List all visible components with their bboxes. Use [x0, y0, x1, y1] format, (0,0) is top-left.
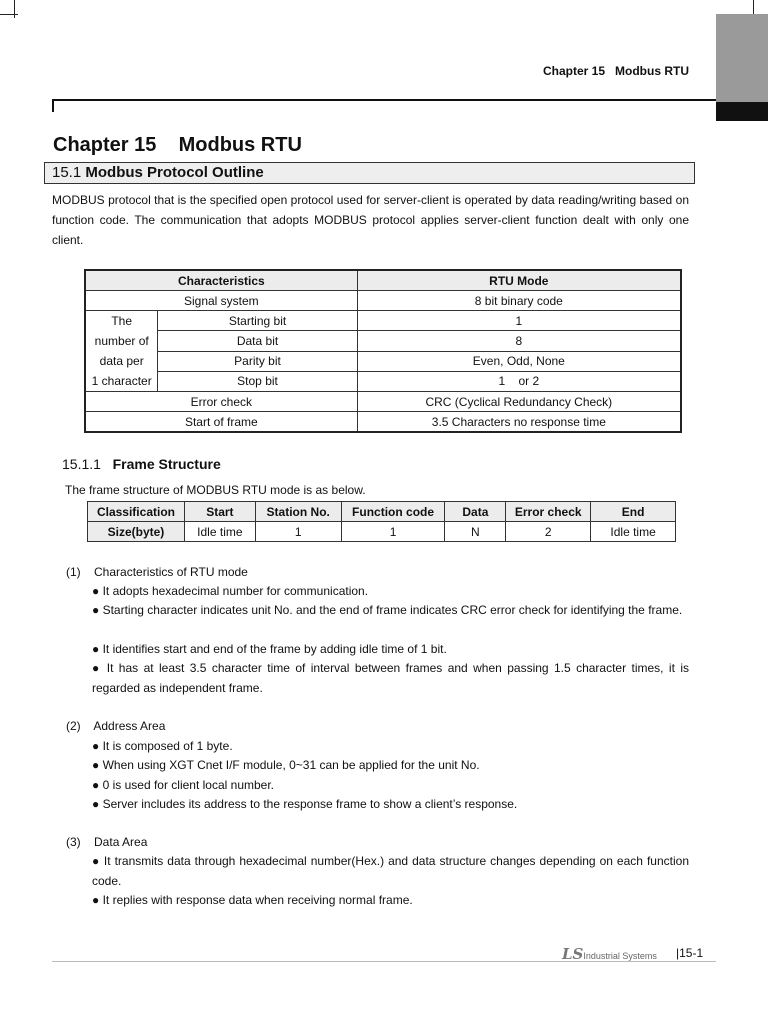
list-item: ● 0 is used for client local number. — [92, 778, 275, 792]
table-row — [85, 311, 681, 331]
list-title: Data Area — [94, 835, 148, 849]
chapter-tab-marker — [716, 14, 768, 102]
chapter-title: Chapter 15 Modbus RTU — [53, 134, 302, 156]
logo-mark: LS — [562, 945, 584, 963]
chapter-tab-marker-dark — [716, 102, 768, 121]
list-number: (3) — [66, 835, 81, 849]
list-item: ● Server includes its address to the response frame to show a client’s response. — [92, 797, 518, 811]
table-cell: N — [445, 522, 506, 542]
list-heading — [66, 719, 165, 733]
table-cell: 1 — [341, 522, 445, 542]
table-cell: Start of frame — [85, 412, 357, 433]
table-cell: 1 — [255, 522, 341, 542]
list-item: ● It replies with response data when receiving normal frame. — [92, 893, 413, 907]
table-cell: 8 — [357, 331, 681, 351]
table-header-row — [88, 502, 676, 522]
table-header-row — [85, 270, 681, 291]
table-row — [85, 331, 681, 351]
company-logo — [562, 945, 657, 964]
section-number: 15.1 — [52, 164, 82, 181]
list-item: ● It is composed of 1 byte. — [92, 739, 233, 753]
list-heading — [66, 835, 147, 849]
table-row — [85, 392, 681, 412]
table-header-cell: Classification — [88, 502, 185, 522]
page-number: |15-1 — [676, 946, 704, 960]
crop-mark — [14, 0, 15, 18]
subsection-title: Frame Structure — [112, 456, 221, 472]
crop-mark — [0, 14, 18, 15]
list-item: ● When using XGT Cnet I/F module, 0~31 can be applied for the unit No. — [92, 758, 480, 772]
table-cell: Data bit — [158, 331, 357, 351]
table-cell: Even, Odd, None — [357, 351, 681, 371]
group-label-line: data per — [99, 354, 144, 368]
table-cell: CRC (Cyclical Redundancy Check) — [357, 392, 681, 412]
group-label-line: The — [111, 314, 133, 328]
section-title: Modbus Protocol Outline — [85, 164, 264, 181]
frame-intro-text: The frame structure of MODBUS RTU mode is as below. — [65, 483, 366, 497]
header-rule-tick — [52, 99, 54, 112]
table-header-cell: Error check — [506, 502, 591, 522]
table-header-cell: End — [591, 502, 676, 522]
table-cell: Idle time — [591, 522, 676, 542]
list-item: ● It transmits data through hexadecimal number(Hex.) and data structure changes depending on each function code. — [92, 854, 689, 888]
list-item: ● Starting character indicates unit No. and the end of frame indicates CRC error check for identifying the frame. — [92, 603, 683, 617]
table-header-cell: RTU Mode — [357, 270, 681, 291]
table-cell: Idle time — [184, 522, 255, 542]
list-title: Characteristics of RTU mode — [94, 565, 248, 579]
table-cell: 8 bit binary code — [357, 291, 681, 311]
table-cell: Starting bit — [158, 311, 357, 331]
subsection-heading — [62, 456, 221, 472]
list-item: ● It adopts hexadecimal number for communication. — [92, 584, 369, 598]
intro-paragraph: MODBUS protocol that is the specified open protocol used for server-client is operated by data reading/writing based on function code. The communication that adopts MODBUS protocol applies server-client function dealt with only one client. — [52, 193, 689, 247]
table-cell: 3.5 Characters no response time — [357, 412, 681, 433]
table-cell: 1 — [357, 311, 681, 331]
table-header-cell: Start — [184, 502, 255, 522]
rtu-characteristics-table — [84, 269, 682, 433]
group-label-line: number of — [94, 334, 149, 348]
table-cell: Error check — [85, 392, 357, 412]
table-cell: 1 or 2 — [357, 371, 681, 391]
list-heading — [66, 565, 248, 579]
table-header-cell: Data — [445, 502, 506, 522]
header-rule — [52, 99, 716, 101]
list-item: ● It has at least 3.5 character time of interval between frames and when passing 1.5 character times, it is regarded as independent frame. — [92, 661, 689, 695]
table-header-cell: Characteristics — [85, 270, 357, 291]
table-row — [85, 412, 681, 433]
list-item: ● It identifies start and end of the frame by adding idle time of 1 bit. — [92, 642, 447, 656]
group-label-cell — [85, 311, 158, 392]
logo-text: Industrial Systems — [583, 951, 657, 961]
table-header-cell: Station No. — [255, 502, 341, 522]
table-row — [85, 351, 681, 371]
table-cell: Signal system — [85, 291, 357, 311]
table-cell: Size(byte) — [88, 522, 185, 542]
section-heading — [52, 164, 264, 181]
table-header-cell: Function code — [341, 502, 445, 522]
table-cell: Stop bit — [158, 371, 357, 391]
frame-structure-table — [87, 501, 676, 542]
running-header: Chapter 15 Modbus RTU — [542, 64, 689, 78]
list-title: Address Area — [93, 719, 166, 733]
table-row — [85, 371, 681, 391]
subsection-number: 15.1.1 — [62, 456, 101, 472]
table-row — [88, 522, 676, 542]
list-number: (2) — [66, 719, 81, 733]
list-number: (1) — [66, 565, 81, 579]
table-row — [85, 291, 681, 311]
table-cell: Parity bit — [158, 351, 357, 371]
group-label-line: 1 character — [91, 374, 152, 388]
table-cell: 2 — [506, 522, 591, 542]
